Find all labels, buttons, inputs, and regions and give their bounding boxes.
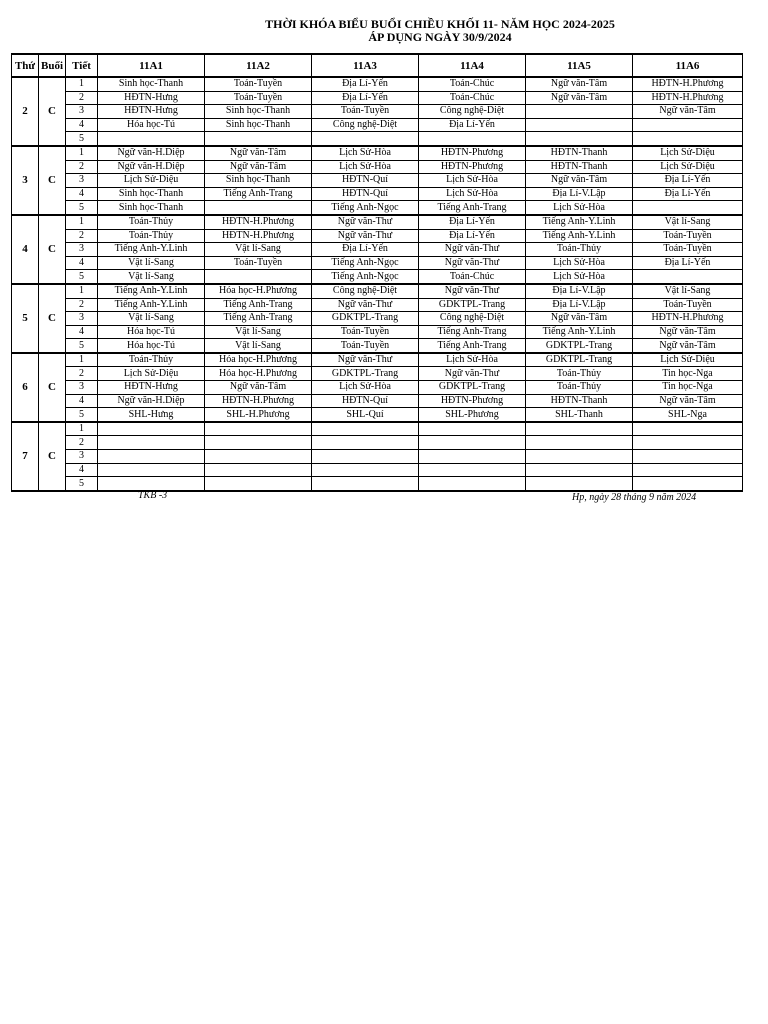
table-row [12, 270, 743, 284]
subject-cell: Ngữ văn-Tâm [205, 160, 312, 174]
table-row [12, 298, 743, 312]
subject-cell: Ngữ văn-Tâm [205, 381, 312, 395]
column-header: Tiết [66, 54, 98, 77]
subject-cell: HĐTN-Hưng [98, 105, 205, 119]
column-header: Buổi [39, 54, 66, 77]
subject-cell: Tiếng Anh-Ngọc [312, 270, 419, 284]
period-cell: 3 [66, 312, 98, 326]
period-cell: 2 [66, 229, 98, 243]
subject-cell [526, 477, 633, 491]
subject-cell: Ngữ văn-Tâm [526, 77, 633, 91]
subject-cell: Công nghệ-Diệt [419, 312, 526, 326]
subject-cell: Địa Lí-Yến [419, 229, 526, 243]
subject-cell: Lịch Sử-Hòa [419, 174, 526, 188]
table-row [12, 436, 743, 450]
period-cell: 4 [66, 256, 98, 270]
subject-cell [526, 436, 633, 450]
table-row [12, 325, 743, 339]
header-row [12, 54, 743, 77]
subject-cell: Công nghệ-Diệt [312, 284, 419, 298]
subject-cell: Tiếng Anh-Trang [205, 187, 312, 201]
subject-cell [633, 477, 743, 491]
period-cell: 3 [66, 105, 98, 119]
subject-cell: HĐTN-Hưng [98, 381, 205, 395]
table-row [12, 243, 743, 257]
period-cell: 2 [66, 367, 98, 381]
subject-cell: GDKTPL-Trang [419, 381, 526, 395]
subject-cell: HĐTN-Hưng [98, 91, 205, 105]
period-cell: 5 [66, 477, 98, 491]
subject-cell: Vật lí-Sang [633, 284, 743, 298]
subject-cell [205, 463, 312, 477]
day-cell: 5 [12, 284, 39, 353]
subject-cell: Ngữ văn-Thư [312, 353, 419, 367]
subject-cell: Lịch Sử-Hòa [419, 187, 526, 201]
table-row [12, 146, 743, 160]
session-cell: C [39, 284, 66, 353]
subject-cell: Toán-Tuyền [633, 298, 743, 312]
subject-cell: Tiếng Anh-Trang [205, 298, 312, 312]
subject-cell: Địa Lí-Yến [419, 215, 526, 229]
subject-cell: HĐTN-H.Phương [633, 91, 743, 105]
subject-cell [419, 450, 526, 464]
subject-cell: Toán-Thủy [98, 229, 205, 243]
subject-cell: Ngữ văn-H.Diệp [98, 146, 205, 160]
column-header: 11A3 [312, 54, 419, 77]
subject-cell: GDKTPL-Trang [526, 339, 633, 353]
subject-cell: SHL-Nga [633, 408, 743, 422]
subject-cell: Vật lí-Sang [98, 256, 205, 270]
subject-cell [98, 477, 205, 491]
subject-cell [419, 436, 526, 450]
period-cell: 5 [66, 270, 98, 284]
timetable [11, 53, 743, 492]
subject-cell: Công nghệ-Diệt [419, 105, 526, 119]
period-cell: 1 [66, 284, 98, 298]
subject-cell: Tin học-Nga [633, 381, 743, 395]
table-row [12, 187, 743, 201]
subject-cell: Tiếng Anh-Trang [419, 339, 526, 353]
subject-cell: Tiếng Anh-Y.Linh [526, 325, 633, 339]
subject-cell: HĐTN-Thanh [526, 394, 633, 408]
table-row [12, 408, 743, 422]
table-row [12, 105, 743, 119]
subject-cell: Hóa học-H.Phương [205, 284, 312, 298]
subject-cell [205, 270, 312, 284]
table-row [12, 450, 743, 464]
subject-cell: GDKTPL-Trang [526, 353, 633, 367]
table-row [12, 284, 743, 298]
subject-cell [312, 436, 419, 450]
subject-cell: Địa Lí-Yến [419, 118, 526, 132]
period-cell: 1 [66, 77, 98, 91]
subject-cell [633, 270, 743, 284]
subject-cell: HĐTN-Thanh [526, 160, 633, 174]
subject-cell: SHL-H.Phương [205, 408, 312, 422]
session-cell: C [39, 77, 66, 146]
column-header: 11A5 [526, 54, 633, 77]
subject-cell: Vật lí-Sang [205, 243, 312, 257]
subject-cell: Địa Lí-Yến [633, 256, 743, 270]
subject-cell: Toán-Thủy [98, 215, 205, 229]
subject-cell: Toán-Thủy [526, 381, 633, 395]
subject-cell: Tin học-Nga [633, 367, 743, 381]
column-header: Thứ [12, 54, 39, 77]
day-cell: 3 [12, 146, 39, 215]
subject-cell: Địa Lí-Yến [312, 243, 419, 257]
subject-cell: Hóa học-Tú [98, 118, 205, 132]
subject-cell: Toán-Chúc [419, 77, 526, 91]
subject-cell: Ngữ văn-Tâm [633, 325, 743, 339]
subject-cell: Toán-Tuyền [205, 256, 312, 270]
subject-cell: Lịch Sử-Hòa [526, 256, 633, 270]
period-cell: 1 [66, 422, 98, 436]
table-row [12, 394, 743, 408]
period-cell: 5 [66, 339, 98, 353]
subject-cell: Toán-Thủy [98, 353, 205, 367]
subject-cell [633, 422, 743, 436]
subject-cell [419, 132, 526, 146]
period-cell: 4 [66, 118, 98, 132]
subject-cell: Ngữ văn-Tâm [526, 312, 633, 326]
subject-cell: Tiếng Anh-Ngọc [312, 256, 419, 270]
subject-cell: Tiếng Anh-Ngọc [312, 201, 419, 215]
subject-cell: Sinh học-Thanh [98, 77, 205, 91]
subject-cell: Địa Lí-V.Lập [526, 298, 633, 312]
subject-cell: Tiếng Anh-Y.Linh [98, 284, 205, 298]
subject-cell: Ngữ văn-H.Diệp [98, 394, 205, 408]
table-row [12, 77, 743, 91]
period-cell: 1 [66, 215, 98, 229]
subject-cell: Tiếng Anh-Y.Linh [98, 298, 205, 312]
subject-cell: Địa Lí-V.Lập [526, 187, 633, 201]
subject-cell: Toán-Tuyền [205, 91, 312, 105]
subject-cell [633, 450, 743, 464]
subject-cell: SHL-Phương [419, 408, 526, 422]
subject-cell [205, 477, 312, 491]
subject-cell [205, 201, 312, 215]
table-row [12, 215, 743, 229]
subject-cell [312, 477, 419, 491]
subject-cell [419, 422, 526, 436]
subject-cell: Toán-Tuyền [312, 339, 419, 353]
table-row [12, 367, 743, 381]
subject-cell: Ngữ văn-Tâm [633, 105, 743, 119]
subject-cell: Ngữ văn-Tâm [633, 394, 743, 408]
subject-cell: Lịch Sử-Diệu [633, 160, 743, 174]
subject-cell: Ngữ văn-H.Diệp [98, 160, 205, 174]
subject-cell [633, 118, 743, 132]
column-header: 11A1 [98, 54, 205, 77]
subject-cell [419, 477, 526, 491]
subject-cell [526, 105, 633, 119]
subject-cell: HĐTN-Thanh [526, 146, 633, 160]
column-header: 11A6 [633, 54, 743, 77]
subject-cell [633, 463, 743, 477]
day-cell: 7 [12, 422, 39, 491]
subject-cell: Ngữ văn-Tâm [526, 91, 633, 105]
period-cell: 2 [66, 298, 98, 312]
subject-cell: HĐTN-Quí [312, 187, 419, 201]
subject-cell: Toán-Tuyền [633, 229, 743, 243]
column-header: 11A2 [205, 54, 312, 77]
subject-cell: HĐTN-Quí [312, 174, 419, 188]
subject-cell [312, 422, 419, 436]
subject-cell [633, 132, 743, 146]
subject-cell: Lịch Sử-Hòa [526, 201, 633, 215]
table-row [12, 174, 743, 188]
subject-cell: Ngữ văn-Thư [419, 243, 526, 257]
subject-cell: Công nghệ-Diệt [312, 118, 419, 132]
subject-cell: Toán-Tuyền [312, 105, 419, 119]
subject-cell [526, 422, 633, 436]
period-cell: 5 [66, 201, 98, 215]
subject-cell: Lịch Sử-Hòa [526, 270, 633, 284]
timetable-body [12, 77, 743, 491]
subject-cell: GDKTPL-Trang [312, 367, 419, 381]
subject-cell: Vật lí-Sang [633, 215, 743, 229]
subject-cell: Hóa học-Tú [98, 325, 205, 339]
subject-cell: Lịch Sử-Hòa [312, 146, 419, 160]
subject-cell: Địa Lí-Yến [312, 77, 419, 91]
subject-cell [633, 201, 743, 215]
subject-cell: Toán-Tuyền [312, 325, 419, 339]
period-cell: 3 [66, 174, 98, 188]
subject-cell: Sinh học-Thanh [98, 187, 205, 201]
period-cell: 4 [66, 187, 98, 201]
subject-cell: Lịch Sử-Hòa [419, 353, 526, 367]
subject-cell: Tiếng Anh-Trang [419, 201, 526, 215]
subject-cell: Tiếng Anh-Y.Linh [98, 243, 205, 257]
day-cell: 4 [12, 215, 39, 284]
period-cell: 5 [66, 132, 98, 146]
subject-cell: Ngữ văn-Thư [419, 367, 526, 381]
subject-cell: Hóa học-H.Phương [205, 367, 312, 381]
subject-cell: Ngữ văn-Thư [419, 284, 526, 298]
subject-cell: Địa Lí-Yến [633, 187, 743, 201]
subject-cell: Ngữ văn-Tâm [526, 174, 633, 188]
table-row [12, 229, 743, 243]
table-row [12, 201, 743, 215]
subject-cell: Sinh học-Thanh [205, 118, 312, 132]
table-row [12, 91, 743, 105]
period-cell: 1 [66, 146, 98, 160]
period-cell: 1 [66, 353, 98, 367]
subject-cell [98, 132, 205, 146]
session-cell: C [39, 353, 66, 422]
subject-cell [526, 118, 633, 132]
subject-cell: HĐTN-Phương [419, 160, 526, 174]
subject-cell: Lịch Sử-Diệu [98, 367, 205, 381]
period-cell: 2 [66, 160, 98, 174]
table-row [12, 477, 743, 491]
subject-cell: HĐTN-Phương [419, 394, 526, 408]
column-header: 11A4 [419, 54, 526, 77]
subject-cell: Vật lí-Sang [98, 312, 205, 326]
timetable-code: TKB -3 [138, 490, 168, 501]
subject-cell: HĐTN-Phương [419, 146, 526, 160]
session-cell: C [39, 422, 66, 491]
document-subtitle: ÁP DỤNG NGÀY 30/9/2024 [368, 30, 512, 44]
subject-cell: Địa Lí-V.Lập [526, 284, 633, 298]
subject-cell: Sinh học-Thanh [205, 105, 312, 119]
subject-cell [312, 132, 419, 146]
period-cell: 3 [66, 450, 98, 464]
session-cell: C [39, 146, 66, 215]
period-cell: 5 [66, 408, 98, 422]
period-cell: 4 [66, 394, 98, 408]
day-cell: 6 [12, 353, 39, 422]
subject-cell: Lịch Sử-Diệu [633, 146, 743, 160]
subject-cell: HĐTN-Quí [312, 394, 419, 408]
document-title: THỜI KHÓA BIỂU BUỔI CHIỀU KHỐI 11- NĂM HỌC 2024-2025 [265, 17, 615, 31]
subject-cell: GDKTPL-Trang [312, 312, 419, 326]
subject-cell: HĐTN-H.Phương [633, 312, 743, 326]
period-cell: 4 [66, 463, 98, 477]
table-row [12, 381, 743, 395]
table-row [12, 256, 743, 270]
subject-cell [205, 132, 312, 146]
period-cell: 2 [66, 436, 98, 450]
subject-cell: Lịch Sử-Diệu [633, 353, 743, 367]
subject-cell: Địa Lí-Yến [312, 91, 419, 105]
subject-cell: Vật lí-Sang [205, 339, 312, 353]
subject-cell [526, 132, 633, 146]
subject-cell: Toán-Thủy [526, 243, 633, 257]
subject-cell [205, 436, 312, 450]
subject-cell [98, 450, 205, 464]
subject-cell: SHL-Thanh [526, 408, 633, 422]
date-line: Hp, ngày 28 tháng 9 năm 2024 [572, 492, 697, 503]
subject-cell: HĐTN-H.Phương [205, 394, 312, 408]
subject-cell: Lịch Sử-Hòa [312, 381, 419, 395]
subject-cell [312, 450, 419, 464]
table-row [12, 339, 743, 353]
subject-cell: Tiếng Anh-Y.Linh [526, 229, 633, 243]
period-cell: 3 [66, 381, 98, 395]
subject-cell: Vật lí-Sang [205, 325, 312, 339]
subject-cell: Lịch Sử-Diệu [98, 174, 205, 188]
subject-cell: Toán-Chúc [419, 91, 526, 105]
subject-cell: HĐTN-H.Phương [205, 215, 312, 229]
subject-cell: Địa Lí-Yến [633, 174, 743, 188]
subject-cell [205, 450, 312, 464]
table-row [12, 422, 743, 436]
document-header [130, 18, 750, 44]
subject-cell [98, 436, 205, 450]
subject-cell: Ngữ văn-Thư [312, 229, 419, 243]
subject-cell [526, 463, 633, 477]
subject-cell: Hóa học-Tú [98, 339, 205, 353]
subject-cell [98, 422, 205, 436]
subject-cell: Lịch Sử-Hòa [312, 160, 419, 174]
day-cell: 2 [12, 77, 39, 146]
subject-cell [98, 463, 205, 477]
table-row [12, 312, 743, 326]
subject-cell [205, 422, 312, 436]
subject-cell [419, 463, 526, 477]
table-row [12, 463, 743, 477]
subject-cell: Hóa học-H.Phương [205, 353, 312, 367]
subject-cell: Toán-Chúc [419, 270, 526, 284]
subject-cell: Sinh học-Thanh [98, 201, 205, 215]
subject-cell: Ngữ văn-Thư [419, 256, 526, 270]
period-cell: 4 [66, 325, 98, 339]
subject-cell: Sinh học-Thanh [205, 174, 312, 188]
subject-cell: SHL-Quí [312, 408, 419, 422]
subject-cell: Ngữ văn-Thư [312, 215, 419, 229]
subject-cell: Vật lí-Sang [98, 270, 205, 284]
period-cell: 2 [66, 91, 98, 105]
table-row [12, 132, 743, 146]
subject-cell: Tiếng Anh-Trang [419, 325, 526, 339]
subject-cell [526, 450, 633, 464]
subject-cell: HĐTN-H.Phương [205, 229, 312, 243]
subject-cell: GDKTPL-Trang [419, 298, 526, 312]
session-cell: C [39, 215, 66, 284]
table-row [12, 160, 743, 174]
table-row [12, 118, 743, 132]
table-row [12, 353, 743, 367]
subject-cell: Tiếng Anh-Y.Linh [526, 215, 633, 229]
subject-cell: HĐTN-H.Phương [633, 77, 743, 91]
subject-cell: Tiếng Anh-Trang [205, 312, 312, 326]
subject-cell: Toán-Thủy [526, 367, 633, 381]
subject-cell: Ngữ văn-Thư [312, 298, 419, 312]
subject-cell: Toán-Tuyền [633, 243, 743, 257]
subject-cell [633, 436, 743, 450]
subject-cell [312, 463, 419, 477]
period-cell: 3 [66, 243, 98, 257]
subject-cell: SHL-Hưng [98, 408, 205, 422]
subject-cell: Ngữ văn-Tâm [633, 339, 743, 353]
subject-cell: Toán-Tuyền [205, 77, 312, 91]
subject-cell: Ngữ văn-Tâm [205, 146, 312, 160]
